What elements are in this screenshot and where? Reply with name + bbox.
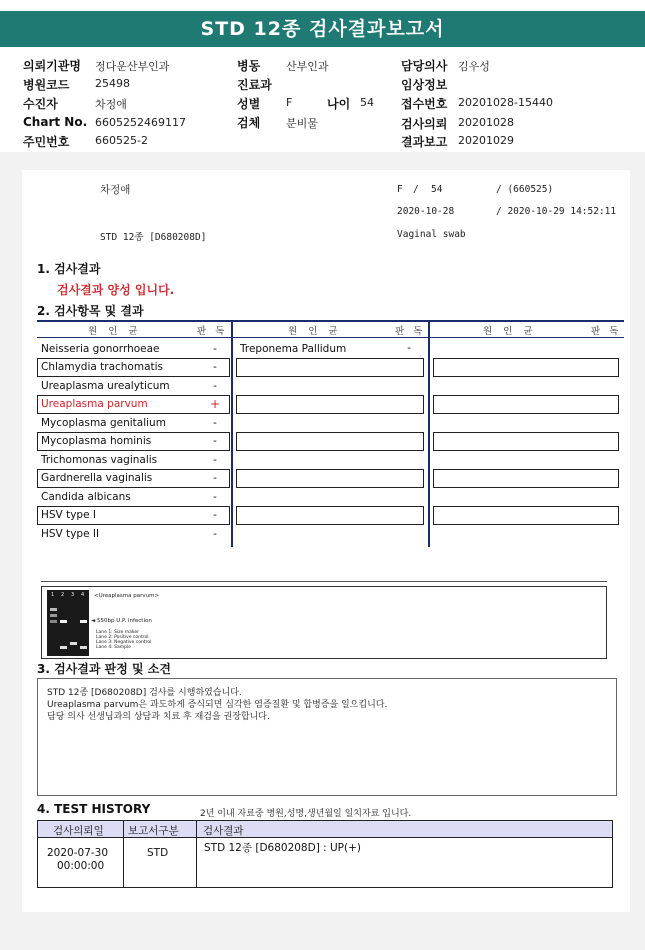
specimen-label: 검체 [237,116,261,130]
summary-report-datetime: / 2020-10-29 14:52:11 [496,206,617,217]
organism-result: - [213,361,217,373]
separator-band [0,152,645,170]
gel-legend-item: Lane 4: Sample [96,645,131,650]
organism-result-positive: + [209,397,221,411]
col3-result-header: 판 독 [591,326,622,337]
column-separator [428,321,430,547]
history-note: 2년 이내 자료중 병원,성명,생년월일 일치자료 입니다. [200,809,412,819]
organism-result: - [213,343,217,355]
request-label: 검사의뢰 [401,117,448,131]
organism-name: Chlamydia trachomatis [41,361,164,373]
organism-name: Mycoplasma hominis [41,435,152,447]
gel-band [60,646,67,649]
row-box [236,395,424,414]
row-box [433,432,619,451]
organism-name: Neisseria gonorrhoeae [41,343,160,355]
section1-title: 1. 검사결과 [37,262,101,276]
history-header-date: 검사의뢰일 [53,825,104,837]
history-date: 2020-07-30 [47,847,109,859]
col1-result-header: 판 독 [197,326,228,337]
ward-value: 산부인과 [286,60,329,73]
history-column-separator [123,821,124,887]
sex-label: 성별 [237,97,261,111]
ward-label: 병동 [237,59,261,73]
section3-title: 3. 검사결과 판정 및 소견 [37,662,171,676]
history-result: STD 12종 [D680208D] : UP(+) [204,842,362,854]
organism-result: - [213,454,217,466]
chart-value: 6605252469117 [95,116,186,129]
results-table-header-line [37,337,624,338]
sex-value: F [286,96,293,109]
divider-line [41,581,607,582]
doctor-label: 담당의사 [401,59,448,73]
gel-lane-label: 1 [51,592,55,598]
gel-band [70,642,77,645]
row-box [236,432,424,451]
organism-result: - [213,435,217,447]
report-value: 20201029 [458,134,514,147]
gel-legend-item: Lane 2: Positive control [96,635,149,640]
positive-result-text: 검사결과 양성 입니다. [57,283,175,297]
organism-name: Gardnerella vaginalis [41,472,153,484]
summary-name: 차정애 [100,184,131,196]
gel-photo [47,590,89,656]
summary-sex: F [397,184,403,195]
report-label: 결과보고 [401,135,448,149]
organism-name: HSV type II [41,528,100,540]
column-separator [231,321,233,547]
age-label: 나이 [327,97,351,111]
summary-age: 54 [431,184,443,195]
receipt-label: 접수번호 [401,97,448,111]
opinion-line: STD 12종 [D680208D] 검사를 시행하였습니다. [47,688,242,698]
organism-name: Treponema Pallidum [240,343,347,355]
organism-result: - [213,491,217,503]
history-header-row [38,821,612,838]
opinion-line: Ureaplasma parvum은 과도하게 증식되면 심각한 염증질환 및 합병증을 일으킵니다. [47,700,388,710]
section2-title: 2. 검사항목 및 결과 [37,304,144,318]
gel-band [50,608,57,611]
row-box [236,358,424,377]
patient-value: 차정애 [95,98,127,111]
organism-result: - [213,472,217,484]
history-header-result: 검사결과 [203,825,244,837]
organism-name: Mycoplasma genitalium [41,417,166,429]
organism-name: HSV type I [41,509,96,521]
dept-label: 진료과 [237,78,272,92]
gel-lane-label: 3 [71,592,75,598]
organism-name: Ureaplasma urealyticum [41,380,170,392]
id-value: 660525-2 [95,134,148,147]
organism-result: - [407,342,411,354]
history-time: 00:00:00 [57,860,105,872]
organism-result: - [213,417,217,429]
organism-result: - [213,509,217,521]
request-value: 20201028 [458,116,514,129]
gel-electrophoresis-image [41,586,607,659]
report-title: STD 12종 검사결과보고서 [0,11,645,47]
summary-specimen: Vaginal swab [397,229,466,240]
gel-band [60,620,67,623]
gel-lane-label: 2 [61,592,65,598]
clinical-label: 임상정보 [401,78,448,92]
row-box [433,358,619,377]
doctor-value: 김우성 [458,60,490,73]
history-header-type: 보고서구분 [128,825,179,837]
col3-organism-header: 원 인 균 [483,326,537,337]
page-margin-bottom [0,912,645,950]
gel-band [80,646,87,649]
gel-lane-label: 4 [81,592,85,598]
history-column-separator [196,821,197,887]
row-box [433,469,619,488]
results-table-top-line [37,320,624,322]
age-value: 54 [360,96,374,109]
gel-legend-item: Lane 1: Size maker [96,630,139,635]
organism-result: - [213,528,217,540]
col2-organism-header: 원 인 균 [288,326,342,337]
hospital-label: 의뢰기관명 [23,59,81,73]
specimen-value: 분비물 [286,117,318,130]
page-margin-right [630,170,645,950]
summary-slash: / [413,184,419,195]
code-label: 병원코드 [23,78,70,92]
id-label: 주민번호 [23,135,70,149]
history-table [37,820,613,888]
history-type: STD [147,847,169,859]
gel-band [50,614,57,617]
gel-legend-item: Lane 3: Negative control [96,640,152,645]
summary-test: STD 12종 [D680208D] [100,232,207,243]
opinion-line: 담당 의사 선생님과의 상담과 치료 후 재검을 권장합니다. [47,712,270,722]
summary-birth: / (660525) [496,184,554,195]
receipt-value: 20201028-15440 [458,96,553,109]
row-box [433,395,619,414]
chart-label: Chart No. [23,115,88,129]
row-box [236,469,424,488]
col2-result-header: 판 독 [395,326,426,337]
hospital-value: 정다운산부인과 [95,60,170,73]
row-box [236,506,424,525]
patient-info [0,52,645,160]
gel-title: <Ureaplasma parvum> [94,593,160,599]
col1-organism-header: 원 인 균 [88,326,142,337]
page-margin-left [0,170,22,950]
patient-label: 수진자 [23,97,58,111]
summary-request-date: 2020-10-28 [397,206,455,217]
organism-name-positive: Ureaplasma parvum [41,398,148,410]
opinion-box [37,678,617,796]
code-value: 25498 [95,77,130,90]
gel-band-label: ◄ 550bp U.P. infection [91,618,152,624]
row-box [433,506,619,525]
section4-title: 4. TEST HISTORY [37,802,151,816]
organism-name: Candida albicans [41,491,131,503]
gel-band [80,620,87,623]
organism-name: Trichomonas vaginalis [41,454,158,466]
gel-band [50,620,57,623]
organism-result: - [213,380,217,392]
